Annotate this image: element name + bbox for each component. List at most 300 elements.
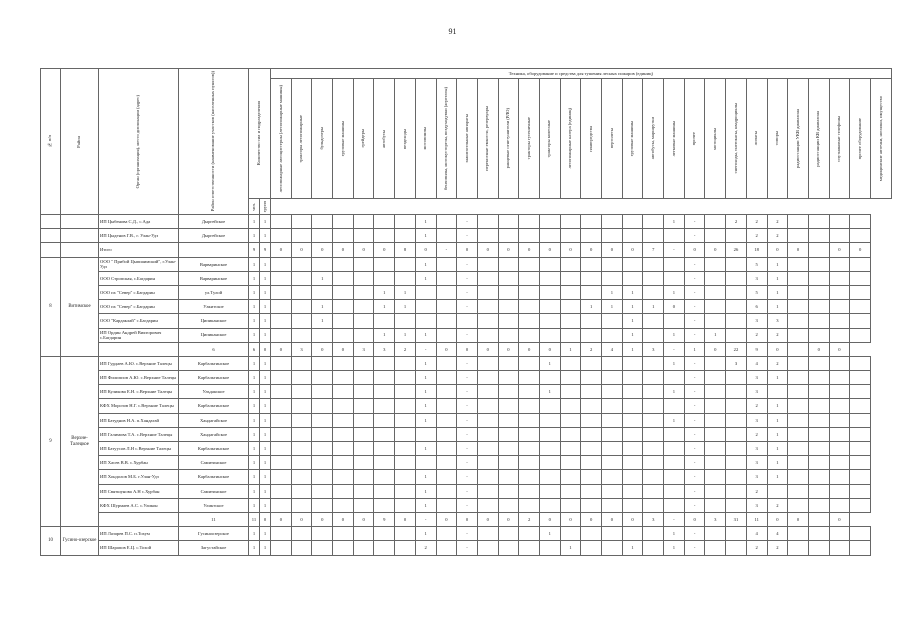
row-cell: 1 [622,541,643,555]
row-cell [726,484,747,498]
row-cell [726,470,747,484]
row-cell: 9 [746,342,767,356]
row-cell [271,328,292,342]
row-cell [602,442,623,456]
row-cell [498,371,519,385]
row-cell: 0 [477,243,498,257]
row-cell [312,356,333,370]
table-row [41,442,892,456]
row-cell [291,328,312,342]
table-row [41,314,892,328]
row-cell [333,314,354,328]
row-cell [353,285,374,299]
row-cell: - [457,229,478,243]
row-cell [436,413,457,427]
row-organization: КФХ Шурмаев А.С. с.Уликон [99,498,179,512]
row-cell: 0 [684,512,705,526]
row-cell: 2 [767,328,788,342]
row-cell [539,285,560,299]
row-cell [477,470,498,484]
row-cell [829,215,850,229]
header-area: Район ответственности (наименование участков (населенных пунктов)) [179,69,249,215]
row-cell: 1 [260,314,271,328]
row-cell: 1 [249,413,260,427]
row-cell [705,399,726,413]
row-cell: 1 [249,300,260,314]
table-row [41,215,892,229]
row-cell [788,413,809,427]
row-cell [850,470,871,484]
row-cell [664,456,685,470]
row-cell: 8 [395,243,416,257]
row-cell: 0 [374,243,395,257]
header-org: Орган (организация), место дислокации (адрес) [99,69,179,215]
row-cell: - [457,427,478,441]
row-cell [498,385,519,399]
row-cell [415,314,436,328]
row-cell [477,257,498,271]
row-cell: 6 [746,300,767,314]
row-cell: 1 [767,285,788,299]
row-cell [808,442,829,456]
header-equipment-title: Техника, оборудование и средства для тушения лесных пожаров (единиц) [271,69,892,79]
row-cell [312,456,333,470]
row-cell [850,328,871,342]
row-cell: 1 [415,356,436,370]
header-staff: Количество сил и подразделения [249,69,271,199]
row-cell [581,285,602,299]
row-cell [788,541,809,555]
row-cell: - [415,512,436,526]
row-cell [850,371,871,385]
row-cell: 0 [622,512,643,526]
row-cell [353,470,374,484]
row-cell [829,285,850,299]
row-cell [705,215,726,229]
row-cell [436,285,457,299]
row-cell [622,229,643,243]
row-cell [560,456,581,470]
row-cell: 1 [415,385,436,399]
row-cell: 1 [260,257,271,271]
row-cell [705,314,726,328]
row-cell [705,413,726,427]
row-cell [602,484,623,498]
row-cell: 1 [539,356,560,370]
row-cell [353,314,374,328]
row-cell: - [457,413,478,427]
row-cell [850,300,871,314]
row-cell: 2 [746,484,767,498]
row-cell [312,257,333,271]
row-cell [333,385,354,399]
row-cell [374,399,395,413]
row-cell [519,541,540,555]
row-cell [374,456,395,470]
row-cell [477,314,498,328]
row-cell [643,328,664,342]
row-cell [808,456,829,470]
row-cell [291,541,312,555]
table-row [41,541,892,555]
row-cell [560,271,581,285]
row-cell: 0 [622,243,643,257]
row-cell [539,541,560,555]
header-equipment-29: медицинские аптечки, носилки, имущество [870,79,891,199]
row-cell [560,527,581,541]
row-cell [539,498,560,512]
row-cell [829,442,850,456]
row-cell [436,470,457,484]
row-cell [374,257,395,271]
row-cell: 0 [498,512,519,526]
row-cell: 0 [705,342,726,356]
row-cell [374,314,395,328]
row-cell: 0 [664,300,685,314]
row-cell [519,371,540,385]
row-cell [726,456,747,470]
row-cell [622,498,643,512]
row-cell: 2 [746,229,767,243]
row-district [61,243,99,257]
row-cell [788,285,809,299]
row-cell: 1 [767,456,788,470]
row-cell [705,541,726,555]
row-cell: 0 [312,243,333,257]
row-cell [477,541,498,555]
row-cell [519,399,540,413]
row-cell: 3 [746,442,767,456]
row-cell [436,215,457,229]
row-cell [271,314,292,328]
row-cell [850,399,871,413]
row-cell: 1 [664,541,685,555]
row-cell: 22 [726,342,747,356]
row-cell [519,442,540,456]
row-cell [374,271,395,285]
row-cell: - [684,257,705,271]
row-area: Ципиканское [179,314,249,328]
row-cell [436,541,457,555]
row-cell [477,442,498,456]
row-cell [581,229,602,243]
row-area: Варваринское [179,257,249,271]
row-cell [333,456,354,470]
row-cell: - [457,215,478,229]
row-cell [374,385,395,399]
row-cell [436,371,457,385]
row-cell [602,413,623,427]
row-cell [353,257,374,271]
row-no [41,229,61,243]
row-cell: 3 [746,456,767,470]
row-cell: 1 [249,470,260,484]
row-cell [457,314,478,328]
row-cell [829,257,850,271]
row-cell: 0 [457,243,478,257]
row-organization: ИП Хасев В.В. с.Хурбан [99,456,179,470]
row-cell: 3 [746,314,767,328]
row-cell: 0 [519,342,540,356]
row-cell [374,527,395,541]
row-cell: - [457,285,478,299]
row-cell: - [664,243,685,257]
row-cell [498,314,519,328]
row-cell: 1 [249,285,260,299]
row-cell [581,271,602,285]
row-cell [664,498,685,512]
row-cell [271,356,292,370]
row-cell [643,314,664,328]
row-cell: 1 [767,427,788,441]
row-cell [498,427,519,441]
row-cell: 0 [498,342,519,356]
row-area: Карбальтинское [179,442,249,456]
row-cell [788,215,809,229]
row-cell: 9 [260,243,271,257]
row-cell: 0 [767,342,788,356]
row-cell [726,442,747,456]
row-area: Хандагайское [179,427,249,441]
row-cell [312,498,333,512]
row-cell [477,229,498,243]
row-cell [415,300,436,314]
row-cell [312,215,333,229]
row-cell: - [684,229,705,243]
row-cell [395,271,416,285]
row-cell [560,300,581,314]
row-cell: 1 [415,371,436,385]
row-cell: 1 [767,413,788,427]
row-cell [788,229,809,243]
row-cell [477,498,498,512]
row-cell [333,215,354,229]
row-cell [808,427,829,441]
row-cell: - [684,470,705,484]
row-cell [519,229,540,243]
row-cell [498,356,519,370]
row-cell [436,328,457,342]
row-cell [808,371,829,385]
row-cell: 0 [333,243,354,257]
row-cell [705,385,726,399]
row-cell: 1 [260,300,271,314]
row-cell [519,314,540,328]
row-cell [560,356,581,370]
row-cell [312,527,333,541]
header-equipment-6: вездеходы [395,79,416,199]
row-cell [829,271,850,285]
row-cell: 1 [664,285,685,299]
row-cell [539,371,560,385]
row-cell [477,413,498,427]
row-cell [271,541,292,555]
row-cell: 3 [746,498,767,512]
row-cell [602,257,623,271]
row-cell: 2 [767,215,788,229]
row-cell [829,413,850,427]
row-organization: ИП Батуусов Л.Н с.Верхние Талецы [99,442,179,456]
row-cell: 0 [291,243,312,257]
row-cell: - [457,456,478,470]
row-cell: - [457,356,478,370]
row-cell [829,314,850,328]
row-cell [808,413,829,427]
row-cell [291,356,312,370]
row-cell [726,285,747,299]
row-cell [539,456,560,470]
row-cell: 1 [249,427,260,441]
row-cell: - [457,399,478,413]
row-cell [519,498,540,512]
row-organization: ООО Стропская, с.Багдарин [99,271,179,285]
row-cell [705,484,726,498]
row-cell: - [684,498,705,512]
row-cell: 2 [746,541,767,555]
row-cell [291,470,312,484]
row-cell [829,356,850,370]
row-organization: ИП Гурдаев А.Ю. с.Верхние Талецы [99,356,179,370]
row-cell [312,484,333,498]
row-cell: 7 [643,243,664,257]
row-cell: 0 [829,243,850,257]
row-cell [498,498,519,512]
row-cell [271,527,292,541]
row-cell [353,300,374,314]
row-cell [436,456,457,470]
row-cell [498,541,519,555]
row-cell [374,470,395,484]
row-cell: 5 [746,257,767,271]
header-equipment-22: снегоходы, снегокаты, квадроциклы [726,79,747,199]
row-cell: - [457,527,478,541]
row-cell [291,484,312,498]
row-cell [643,484,664,498]
row-cell [271,215,292,229]
row-organization: ИП Цыбенова С.Д., с.Ада [99,215,179,229]
row-cell [602,385,623,399]
row-cell [829,427,850,441]
row-cell [726,498,747,512]
header-equipment-25: радиостанции УКВ диапазона [788,79,809,199]
row-cell: 0 [271,512,292,526]
row-cell [395,413,416,427]
row-cell [560,427,581,441]
row-cell: - [684,484,705,498]
row-cell [436,498,457,512]
table-row [41,271,892,285]
row-cell [312,285,333,299]
row-cell: 0 [477,342,498,356]
row-cell [333,371,354,385]
row-cell [271,456,292,470]
row-cell: 2 [767,229,788,243]
row-cell [808,271,829,285]
row-cell [664,271,685,285]
row-cell [602,498,623,512]
row-cell [395,371,416,385]
row-cell [498,271,519,285]
table-row [41,427,892,441]
row-cell [622,399,643,413]
row-cell [664,427,685,441]
row-cell: 2 [415,541,436,555]
row-cell: 1 [249,328,260,342]
row-cell [643,427,664,441]
row-cell: 1 [249,271,260,285]
row-cell: - [457,470,478,484]
row-cell [560,229,581,243]
row-cell [312,470,333,484]
row-cell [271,371,292,385]
row-cell: - [457,498,478,512]
row-cell: 0 [457,512,478,526]
row-cell [581,413,602,427]
row-cell [726,527,747,541]
row-cell [726,257,747,271]
row-cell [395,385,416,399]
row-cell [498,257,519,271]
row-cell: - [684,300,705,314]
row-area: Карбальтинское [179,399,249,413]
row-cell: 0 [581,243,602,257]
row-cell [539,271,560,285]
row-cell [374,356,395,370]
row-cell [808,498,829,512]
row-cell [395,229,416,243]
row-cell [788,342,809,356]
header-equipment-1: тракторы лесопожарные [291,79,312,199]
header-equipment-10: переносные емкости, резервуары [477,79,498,199]
row-cell [539,257,560,271]
row-cell [808,215,829,229]
row-cell [602,271,623,285]
row-organization: ИП Куликова Е.Н. с.Верхние Талецы [99,385,179,399]
row-cell [539,314,560,328]
row-cell [788,300,809,314]
row-cell [312,229,333,243]
row-district: Гусино-озерское [61,527,99,555]
row-cell [436,484,457,498]
row-cell [808,541,829,555]
row-cell [271,470,292,484]
row-cell: 3 [353,342,374,356]
row-cell: 2 [519,512,540,526]
row-cell: 3 [643,512,664,526]
row-cell [560,484,581,498]
row-cell: 1 [260,356,271,370]
header-equipment-18: автобусы, маршрутки [643,79,664,199]
row-area: Варваринское [179,271,249,285]
row-cell [291,399,312,413]
row-cell [519,257,540,271]
row-cell [271,427,292,441]
row-cell: 1 [395,300,416,314]
row-cell [560,498,581,512]
row-cell [808,229,829,243]
row-cell: 0 [539,342,560,356]
row-cell [519,527,540,541]
row-cell: 1 [260,541,271,555]
row-cell: 1 [249,456,260,470]
row-cell: 2 [726,215,747,229]
row-cell [643,356,664,370]
row-cell [395,442,416,456]
row-organization: ИП Хондолов М.Б. г.Улан-Удэ [99,470,179,484]
row-label: Итого [99,243,179,257]
row-cell [333,356,354,370]
row-cell [808,512,829,526]
